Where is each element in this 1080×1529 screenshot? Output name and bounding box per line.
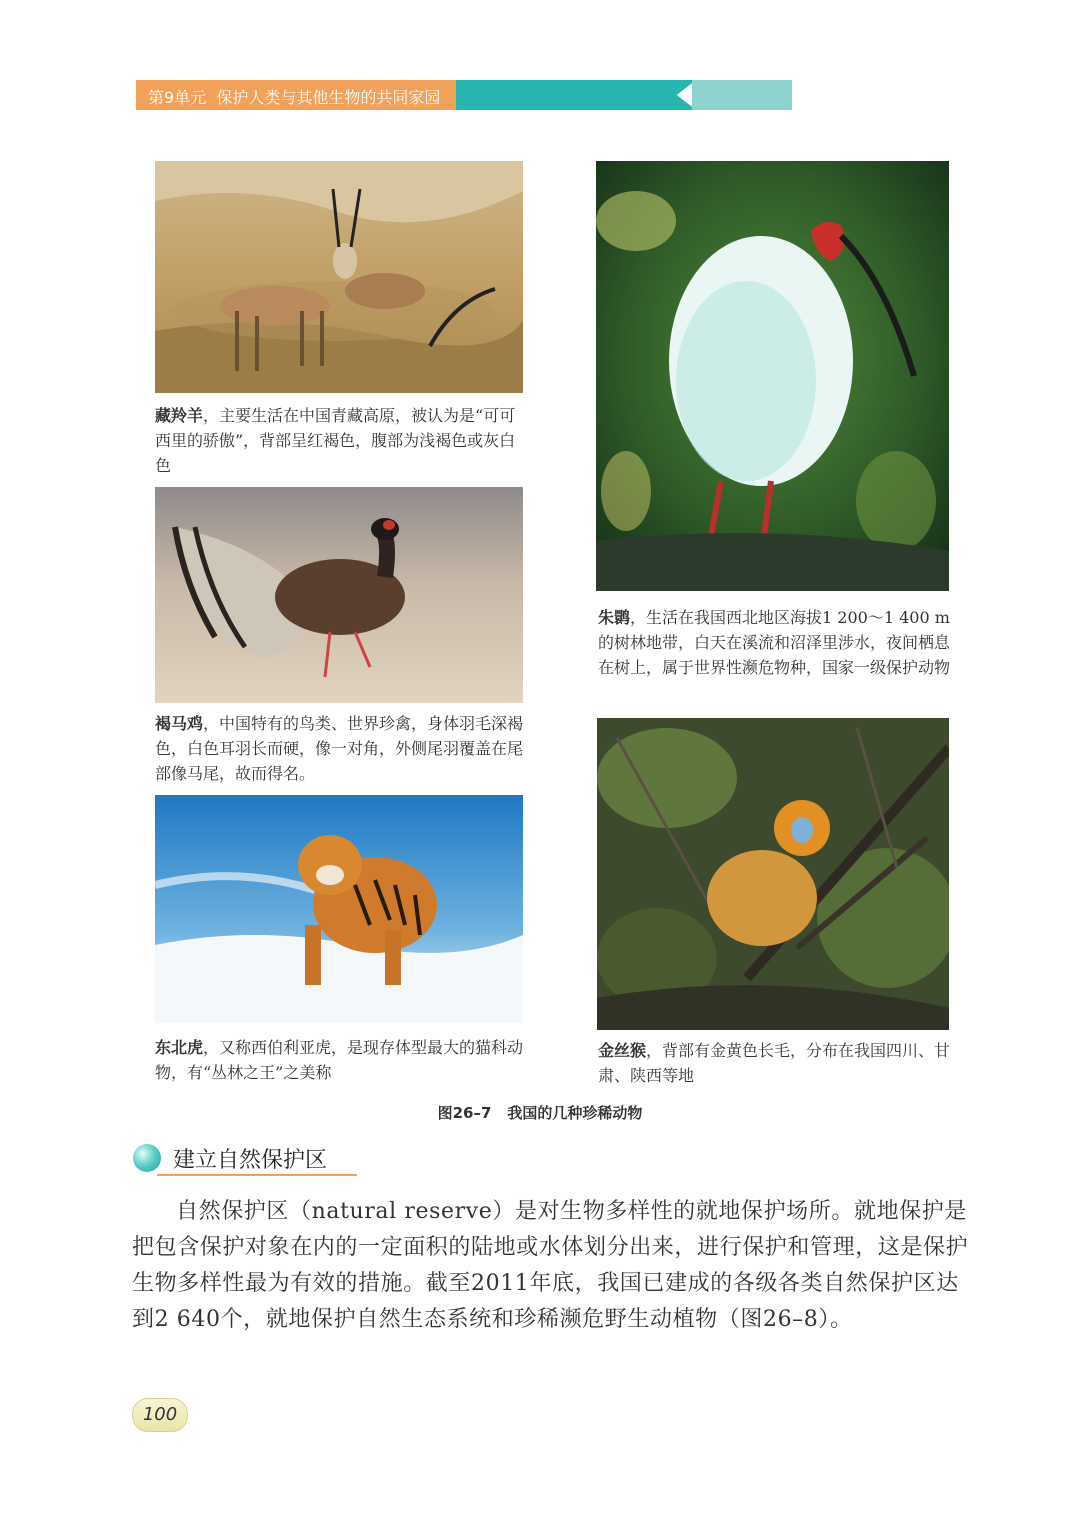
unit-title: 第9单元 保护人类与其他生物的共同家园 <box>148 88 441 107</box>
section-bullet-icon <box>133 1144 161 1172</box>
banner-teal-band <box>456 80 696 110</box>
tibetan-antelope-photo <box>155 161 523 393</box>
section-heading <box>133 1142 357 1176</box>
figure-caption <box>0 1102 1080 1123</box>
section-underline <box>157 1174 357 1176</box>
golden-monkey-photo <box>597 718 949 1030</box>
page-number: 100 <box>132 1398 188 1432</box>
section-title: 建立自然保护区 <box>173 1148 328 1173</box>
brown-eared-pheasant-photo <box>155 487 523 703</box>
tibetan-antelope-caption: 藏羚羊，主要生活在中国青藏高原，被认为是“可可西里的骄傲”，背部呈红褐色，腹部为浅褐色或灰白色 <box>155 406 516 475</box>
unit-banner <box>136 80 656 110</box>
figure-number: 图26–7 <box>437 1104 492 1122</box>
banner-light-band <box>692 80 792 110</box>
golden-monkey-caption: 金丝猴，背部有金黄色长毛，分布在我国四川、甘肃、陕西等地 <box>598 1041 951 1085</box>
body-paragraph: 自然保护区（natural reserve）是对生物多样性的就地保护场所。就地保护是把包含保护对象在内的一定面积的陆地或水体划分出来，进行保护和管理，这是保护生物多样性最为有效的措施。截至2011年底，我国已建成的各级各类自然保护区达到2 640个，就地保护自然生态系统和珍稀濒危野生动植物（图26–8）。 <box>132 1199 969 1332</box>
brown-eared-pheasant-caption: 褐马鸡，中国特有的鸟类、世界珍禽，身体羽毛深褐色，白色耳羽长而硬，像一对角，外侧尾羽覆盖在尾部像马尾，故而得名。 <box>155 714 524 783</box>
figure-title: 我国的几种珍稀动物 <box>507 1104 643 1122</box>
crested-ibis-caption: 朱鹮，生活在我国西北地区海拔1 200～1 400 m的树林地带，白天在溪流和沼泽里涉水，夜间栖息在树上，属于世界性濒危物种，国家一级保护动物 <box>598 608 951 677</box>
crested-ibis-photo <box>596 161 949 591</box>
siberian-tiger-photo <box>155 795 523 1023</box>
siberian-tiger-caption: 东北虎，又称西伯利亚虎，是现存体型最大的猫科动物，有“丛林之王”之美称 <box>155 1038 524 1082</box>
